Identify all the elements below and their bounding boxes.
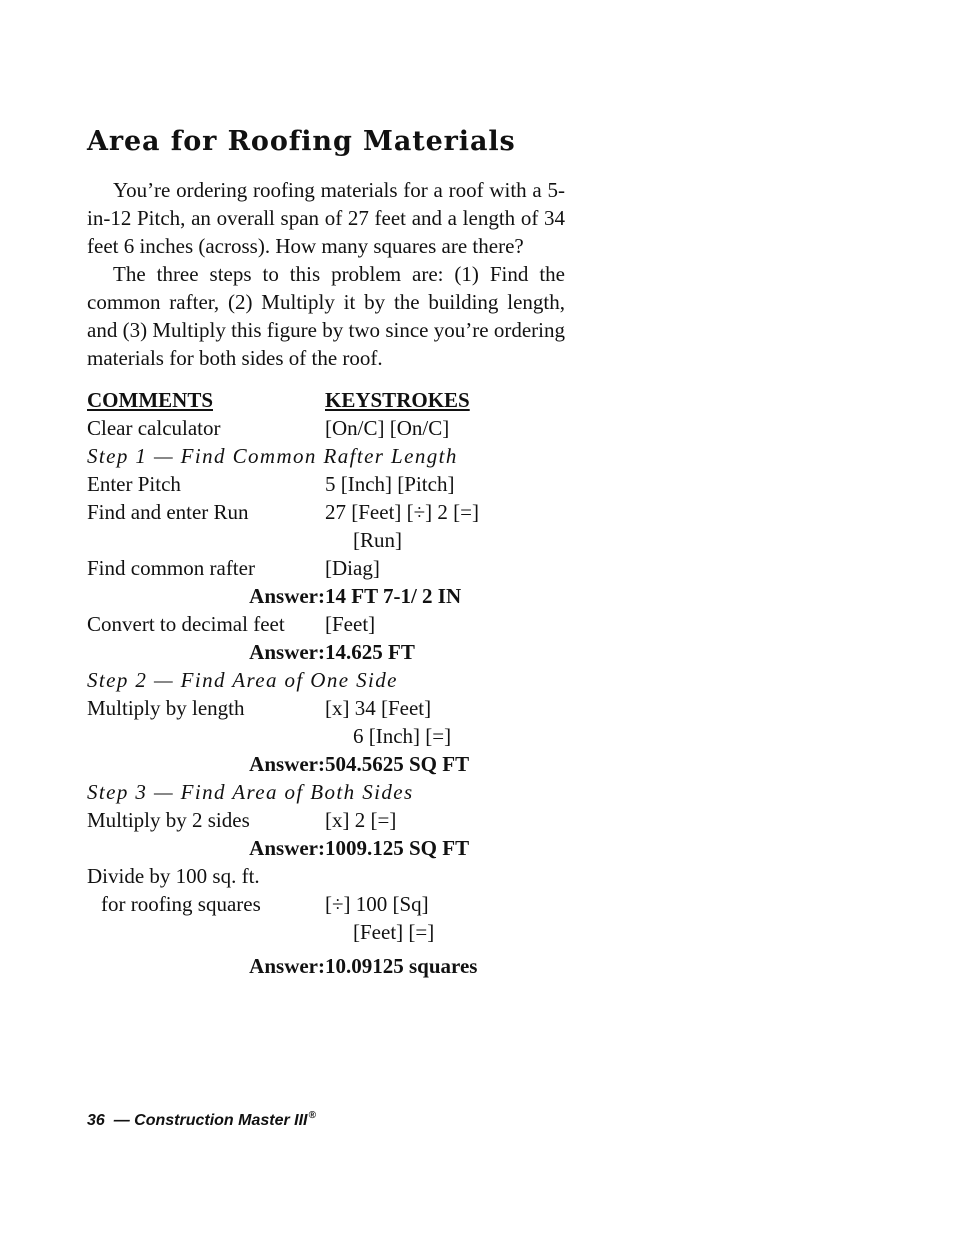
- answer-value: 14.625 FT: [325, 640, 415, 664]
- step-heading: Step 3 — Find Area of Both Sides: [87, 780, 414, 804]
- step-heading-row: [87, 778, 479, 806]
- keystrokes-continuation: [Run]: [353, 528, 402, 552]
- keystrokes-cell: [325, 414, 479, 442]
- keystrokes-text: [Feet]: [325, 612, 376, 636]
- page-content: [87, 124, 565, 980]
- page-title: Area for Roofing Materials: [87, 126, 516, 157]
- step-heading: Step 1 — Find Common Rafter Length: [87, 444, 458, 468]
- keystrokes-cell: [325, 610, 479, 638]
- comments-header: COMMENTS: [87, 388, 213, 412]
- answer-row: [87, 582, 479, 610]
- keystrokes-cell: [325, 862, 479, 890]
- keystrokes-text: [Diag]: [325, 556, 380, 580]
- comment-cell: Clear calculator: [87, 416, 221, 440]
- table-row: [87, 610, 479, 638]
- keystroke-table: [87, 386, 479, 980]
- keystrokes-text: 27 [Feet] [÷] 2 [=]: [325, 500, 479, 524]
- answer-row: [87, 946, 479, 980]
- answer-value: 1009.125 SQ FT: [325, 836, 470, 860]
- table-row: [87, 806, 479, 834]
- answer-label: Answer:: [249, 640, 325, 664]
- keystrokes-cell: [325, 470, 479, 498]
- keystrokes-cell: [325, 694, 479, 750]
- step-heading: Step 2 — Find Area of One Side: [87, 668, 398, 692]
- answer-row: [87, 750, 479, 778]
- keystrokes-continuation: [Feet] [=]: [353, 920, 435, 944]
- table-row: [87, 498, 479, 554]
- comment-cell: [87, 890, 325, 946]
- keystrokes-text: [x] 34 [Feet]: [325, 696, 432, 720]
- page-footer: [87, 1110, 316, 1130]
- registered-mark: ®: [308, 1110, 316, 1121]
- keystrokes-text: [x] 2 [=]: [325, 808, 397, 832]
- keystrokes-cell: [325, 890, 479, 946]
- keystrokes-text: 5 [Inch] [Pitch]: [325, 472, 455, 496]
- table-row: [87, 470, 479, 498]
- footer-text: 36 — Construction Master III: [87, 1112, 308, 1129]
- steps-paragraph: The three steps to this problem are: (1) Find the common rafter, (2) Multiply it by the building length, and (3) Multiply this figure by two since you’re ordering materials for both sides of the roof.: [87, 262, 565, 370]
- intro-paragraph: You’re ordering roofing materials for a roof with a 5-in-12 Pitch, an overall span of 27 feet and a length of 34 feet 6 inches (across). How many squares are there?: [87, 178, 565, 258]
- table-header-row: [87, 386, 479, 414]
- answer-label: Answer:: [249, 752, 325, 776]
- keystrokes-header: KEYSTROKES: [325, 388, 470, 412]
- table-row: [87, 890, 479, 946]
- answer-label: Answer:: [249, 584, 325, 608]
- keystrokes-cell: [325, 806, 479, 834]
- answer-value: 14 FT 7-1/ 2 IN: [325, 584, 462, 608]
- comment-cell: Multiply by 2 sides: [87, 808, 250, 832]
- answer-label: Answer:: [249, 954, 325, 978]
- comment-cell: Divide by 100 sq. ft.: [87, 864, 260, 888]
- comment-cell: Find common rafter: [87, 556, 255, 580]
- table-row: [87, 694, 479, 750]
- comment-cell: Multiply by length: [87, 696, 245, 720]
- step-heading-row: [87, 666, 479, 694]
- answer-value: 504.5625 SQ FT: [325, 752, 470, 776]
- table-row: [87, 414, 479, 442]
- table-row: [87, 862, 479, 890]
- keystrokes-cell: [325, 554, 479, 582]
- comment-text: for roofing squares: [101, 892, 261, 916]
- keystrokes-cell: [325, 498, 479, 554]
- keystrokes-text: [On/C] [On/C]: [325, 416, 450, 440]
- answer-row: [87, 638, 479, 666]
- comment-cell: Find and enter Run: [87, 500, 249, 524]
- comment-cell: Enter Pitch: [87, 472, 181, 496]
- step-heading-row: [87, 442, 479, 470]
- answer-row: [87, 834, 479, 862]
- keystrokes-text: [÷] 100 [Sq]: [325, 892, 429, 916]
- table-row: [87, 554, 479, 582]
- keystrokes-continuation: 6 [Inch] [=]: [353, 724, 452, 748]
- answer-value: 10.09125 squares: [325, 954, 478, 978]
- answer-label: Answer:: [249, 836, 325, 860]
- comment-cell: Convert to decimal feet: [87, 612, 285, 636]
